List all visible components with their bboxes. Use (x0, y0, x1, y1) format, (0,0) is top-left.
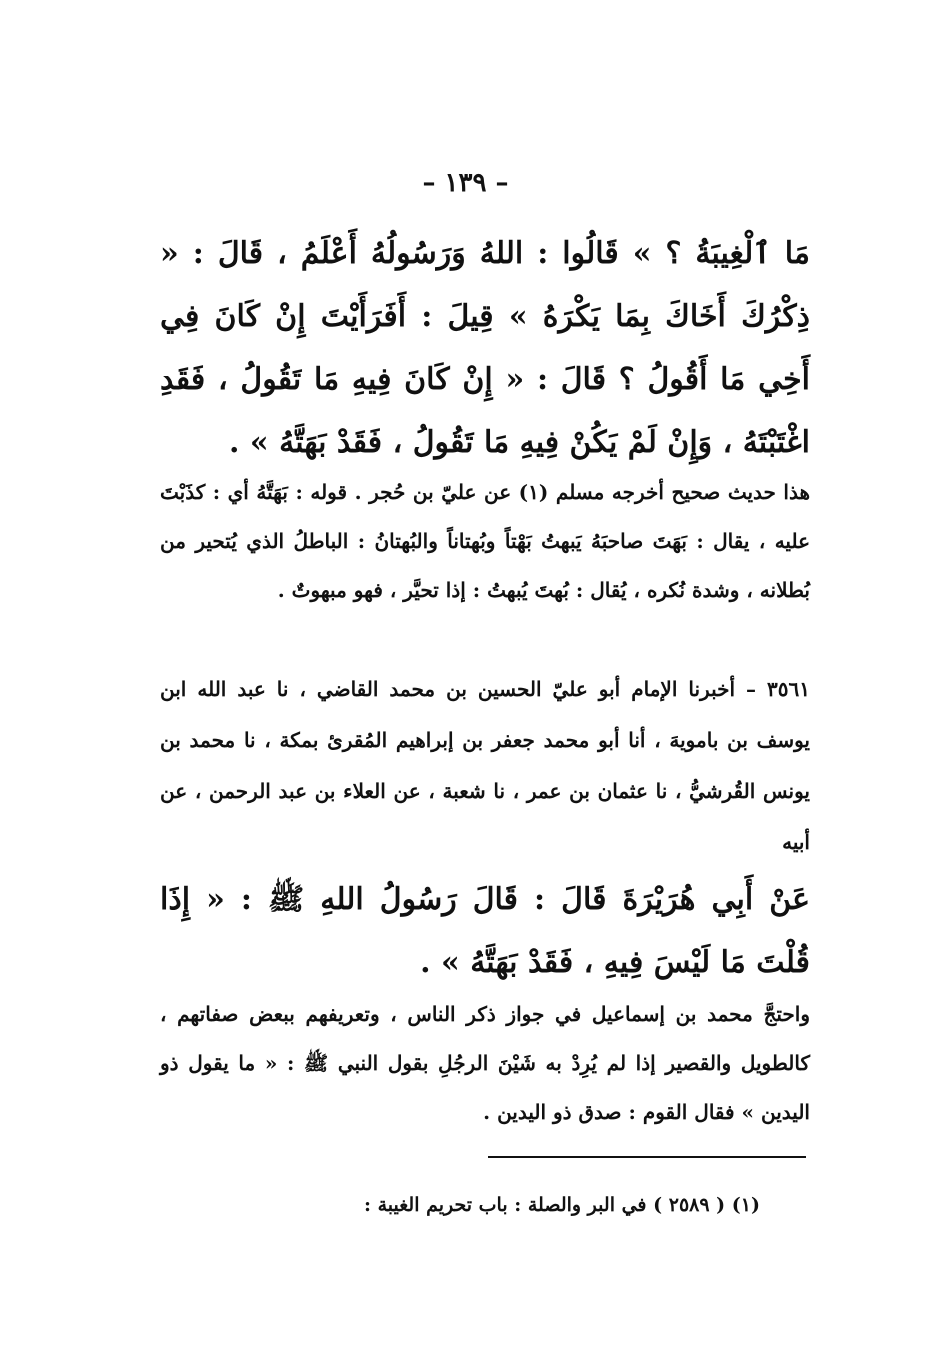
final-note-paragraph: واحتجَّ محمد بن إسماعيل في جواز ذكر الناس ، وتعريفهم ببعض صفاتهم ، كالطويل والقصير إذا لم يُرِدْ به شَيْنَ الرجُلِ بقول النبي ﷺ : « ما يقول ذو اليدين » فقال القوم : صدق ذو اليدين . (160, 1002, 810, 1124)
footnote-separator (488, 1156, 806, 1158)
hadith-text-block (160, 222, 810, 474)
isnad-block (160, 664, 810, 868)
footnote: (١) ( ٢٥٨٩ ) في البر والصلة : باب تحريم الغيبة : (363, 1194, 760, 1216)
hadith-2-paragraph: عَنْ أَبِي هُرَيْرَةَ قَالَ : قَالَ رَسُولُ اللهِ ﷺ : « إِذَا قُلْتَ مَا لَيْسَ فِيهِ ، فَقَدْ بَهَتَّهُ » . (160, 882, 810, 980)
hadith-end-paragraph: مَا ٱلْغِيبَةُ ؟ » قَالُوا : اللهُ وَرَسُولُهُ أَعْلَمُ ، قَالَ : « ذِكْرُكَ أَخَاكَ بِمَا يَكْرَهُ » قِيلَ : أَفَرَأَيْتَ إِنْ كَانَ فِي أَخِي مَا أَقُولُ ؟ قَالَ : « إِنْ كَانَ فِيهِ مَا تَقُولُ ، فَقَدِ اغْتَبْتَهُ ، وَإِنْ لَمْ يَكُنْ فِيهِ مَا تَقُولُ ، فَقَدْ بَهَتَّهُ » . (160, 236, 810, 460)
hadith-2-block (160, 868, 810, 994)
commentary-block (160, 468, 810, 615)
page-number: – ١٣٩ – (422, 168, 509, 198)
isnad-paragraph: ٣٥٦١ – أخبرنا الإمام أبو عليّ الحسين بن محمد القاضي ، نا عبد الله ابن يوسف بن بامويهَ ، أنا أبو محمد جعفر بن إبراهيم المُقرئ بمكة ، نا محمد بن يونس القُرشيُّ ، نا عثمان بن عمر ، نا شعبة ، عن العلاء بن عبد الرحمن ، عن أبيه (160, 677, 810, 854)
final-note-block (160, 990, 810, 1137)
commentary-paragraph: هذا حديث صحيح أخرجه مسلم (١) عن عليّ بن حُجر . قوله : بَهَتَّهُ أي : كذَبْتَ عليه ، يقال : بَهَتَ صاحبَهُ يَبهتُ بَهْتاً وبُهتاناً والبُهتانُ : الباطلُ الذي يُتحير من بُطلانه ، وشدة نُكره ، يُقال : بُهتَ يُبهتُ : إذا تحيَّر ، فهو مبهوتٌ . (160, 480, 811, 602)
